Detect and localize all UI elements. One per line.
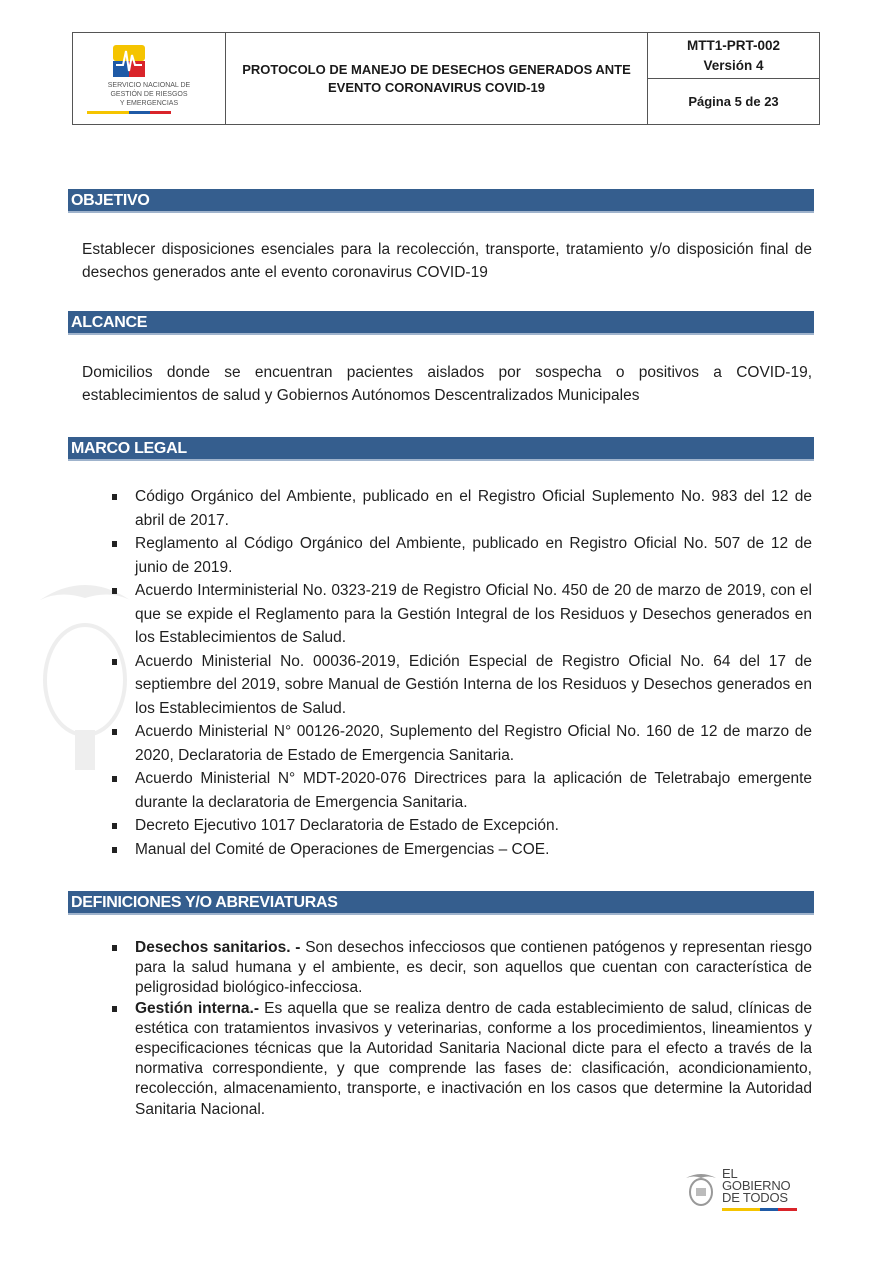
list-item — [112, 767, 812, 814]
list-item-text: Manual del Comité de Operaciones de Emergencias – COE. — [135, 840, 550, 858]
bullet-icon — [112, 494, 117, 500]
footer-logo-line: GOBIERNO — [722, 1178, 791, 1193]
document-header — [72, 32, 820, 125]
bullet-icon — [112, 659, 117, 665]
definition-item — [112, 938, 812, 999]
marco-legal-list — [112, 485, 812, 861]
bullet-icon — [112, 1006, 117, 1012]
gobierno-de-todos-logo — [684, 1168, 804, 1218]
coat-of-arms-icon — [684, 1170, 718, 1210]
list-item — [112, 814, 812, 838]
title-line: PROTOCOLO DE MANEJO DE DESECHOS GENERADOS ANTE — [242, 61, 631, 77]
objetivo-text: Establecer disposiciones esenciales para la recolección, transporte, tratamiento y/o disposición final de desechos generados ante el evento coronavirus COVID-19 — [82, 241, 812, 281]
list-item — [112, 838, 812, 862]
definition-item — [112, 999, 812, 1120]
bullet-icon — [112, 823, 117, 829]
flag-stripe — [722, 1208, 797, 1211]
definition-term: Desechos sanitarios. - — [135, 939, 301, 956]
definiciones-list — [112, 938, 812, 1120]
bullet-icon — [112, 776, 117, 782]
definition-text: Son desechos infecciosos que contienen patógenos y representan riesgo para la salud humana y el ambiente, es decir, son aquellos que cuentan con característica de peligrosidad biológico-infecciosa. — [135, 939, 812, 997]
footer-logo-line: DE TODOS — [722, 1190, 788, 1205]
bullet-icon — [112, 541, 117, 547]
list-item-text: Acuerdo Interministerial No. 0323-219 de Registro Oficial No. 450 de 20 de marzo de 2019, con el que se expide el Reglamento para la Gestión Integral de los Residuos y Desechos generados en los Establecimientos de Salud. — [135, 582, 812, 646]
list-item-text: Acuerdo Ministerial No. 00036-2019, Edición Especial de Registro Oficial No. 64 del 17 de septiembre del 2019, sobre Manual de Gestión Interna de los Residuos y Desechos generados en los Establecimientos de Salud. — [135, 652, 812, 717]
logo-text-line: Y EMERGENCIAS — [119, 100, 179, 107]
list-item-text: Acuerdo Ministerial N° MDT-2020-076 Directrices para la aplicación de Teletrabajo emergente durante la declaratoria de Emergencia Sanitaria. — [135, 770, 812, 811]
list-item — [112, 532, 812, 579]
list-item — [112, 720, 812, 767]
alcance-text: Domicilios donde se encuentran pacientes aislados por sospecha o positivos a COVID-19, establecimientos de salud y Gobiernos Autónomos Descentralizados Municipales — [82, 364, 812, 404]
logo-text-line: SERVICIO NACIONAL DE — [107, 82, 191, 89]
list-item — [112, 579, 812, 650]
bullet-icon — [112, 588, 117, 594]
list-item-text: Decreto Ejecutivo 1017 Declaratoria de Estado de Excepción. — [135, 817, 559, 834]
list-item — [112, 485, 812, 532]
title-line: EVENTO CORONAVIRUS COVID-19 — [328, 79, 545, 95]
section-header-marco-legal: MARCO LEGAL — [68, 437, 814, 461]
section-header-definiciones: DEFINICIONES Y/O ABREVIATURAS — [68, 891, 814, 915]
page-number: Página 5 de 23 — [688, 94, 779, 109]
logo-text-line: GESTIÓN DE RIESGOS — [110, 91, 188, 98]
list-item-text: Código Orgánico del Ambiente, publicado en el Registro Oficial Suplemento No. 983 del 12 de abril de 2017. — [135, 488, 812, 529]
document-title — [226, 33, 648, 124]
footer-logo-line: EL — [722, 1166, 738, 1181]
section-header-objetivo: OBJETIVO — [68, 189, 814, 213]
document-version: Versión 4 — [703, 58, 764, 73]
definition-term: Gestión interna.- — [135, 999, 259, 1017]
bullet-icon — [112, 945, 117, 951]
bullet-icon — [112, 847, 117, 853]
sngre-logo — [73, 33, 226, 124]
definition-text: Es aquella que se realiza dentro de cada establecimiento de salud, clínicas de estética con tratamientos invasivos y veterinarias, conforme a los procedimientos, lineamientos y especificaciones técnicas que la Autoridad Sanitaria Nacional dicte para el efecto a través de la normativa correspondiente, y que comprende las fases de: clasificación, acondicionamiento, recolección, almacenamiento, transporte, e inactivación en los casos que determine la Autoridad Sanitaria Nacional. — [135, 999, 812, 1118]
bullet-icon — [112, 729, 117, 735]
list-item-text: Reglamento al Código Orgánico del Ambiente, publicado en Registro Oficial No. 507 de 12 de junio de 2019. — [135, 535, 812, 576]
document-code: MTT1-PRT-002 — [686, 38, 781, 53]
list-item — [112, 650, 812, 721]
list-item-text: Acuerdo Ministerial N° 00126-2020, Suplemento del Registro Oficial No. 160 de 12 de marzo de 2020, Declaratoria de Estado de Emergencia Sanitaria. — [135, 723, 812, 764]
flag-stripe — [87, 111, 171, 114]
sngre-emblem-icon — [113, 45, 145, 77]
section-header-alcance: ALCANCE — [68, 311, 814, 335]
